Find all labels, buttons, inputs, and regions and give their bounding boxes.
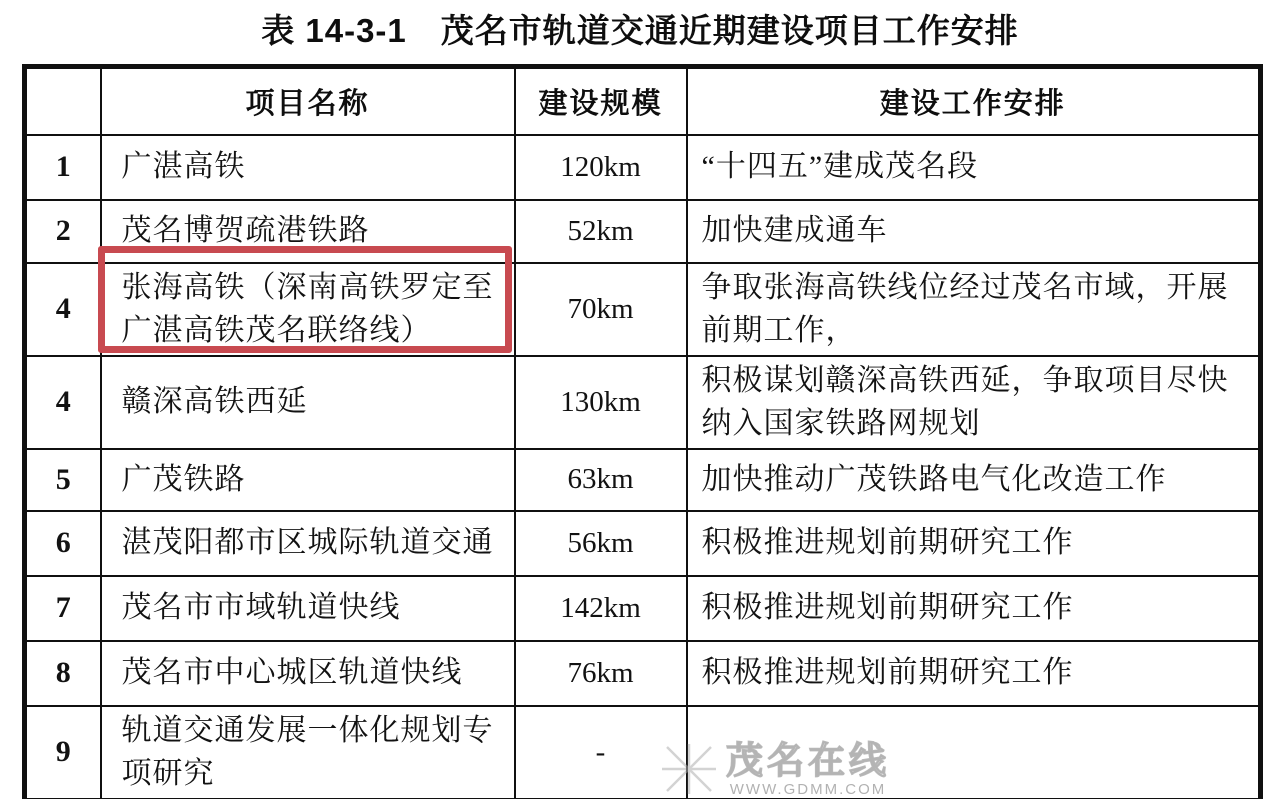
row-project-name: 茂名市市域轨道快线 — [101, 576, 515, 641]
row-scale: 120km — [515, 135, 687, 200]
row-work: 积极推进规划前期研究工作 — [687, 511, 1261, 576]
row-work: 积极推进规划前期研究工作 — [687, 576, 1261, 641]
row-scale: - — [515, 706, 687, 799]
row-scale: 52km — [515, 200, 687, 263]
row-no: 1 — [25, 135, 101, 200]
row-project-name: 广茂铁路 — [101, 449, 515, 511]
table-row — [25, 641, 1261, 706]
table-row — [25, 449, 1261, 511]
table-row — [25, 576, 1261, 641]
row-scale: 56km — [515, 511, 687, 576]
row-scale: 142km — [515, 576, 687, 641]
row-work: 加快推动广茂铁路电气化改造工作 — [687, 449, 1261, 511]
table-header-row — [25, 67, 1261, 135]
header-project-name: 项目名称 — [101, 67, 515, 135]
row-project-name: 张海高铁（深南高铁罗定至广湛高铁茂名联络线） — [101, 263, 515, 356]
header-scale: 建设规模 — [515, 67, 687, 135]
row-no: 9 — [25, 706, 101, 799]
row-no: 6 — [25, 511, 101, 576]
row-work: 积极谋划赣深高铁西延，争取项目尽快纳入国家铁路网规划 — [687, 356, 1261, 449]
row-work: 争取张海高铁线位经过茂名市域，开展前期工作， — [687, 263, 1261, 356]
row-project-name: 广湛高铁 — [101, 135, 515, 200]
row-scale: 76km — [515, 641, 687, 706]
table-row — [25, 511, 1261, 576]
row-scale: 63km — [515, 449, 687, 511]
header-work: 建设工作安排 — [687, 67, 1261, 135]
table-row — [25, 356, 1261, 449]
row-no: 5 — [25, 449, 101, 511]
table-row — [25, 135, 1261, 200]
projects-table — [22, 64, 1263, 799]
row-work: 加快建成通车 — [687, 200, 1261, 263]
table-row — [25, 200, 1261, 263]
watermark-site-name: 茂名在线 — [726, 740, 890, 781]
row-work: “十四五”建成茂名段 — [687, 135, 1261, 200]
row-project-name: 轨道交通发展一体化规划专项研究 — [101, 706, 515, 799]
row-no: 8 — [25, 641, 101, 706]
row-project-name: 茂名博贺疏港铁路 — [101, 200, 515, 263]
row-scale: 70km — [515, 263, 687, 356]
row-work — [687, 706, 1261, 799]
watermark-site-url: WWW.GDMM.COM — [729, 781, 887, 798]
row-project-name: 湛茂阳都市区城际轨道交通 — [101, 511, 515, 576]
row-project-name: 赣深高铁西延 — [101, 356, 515, 449]
row-no: 4 — [25, 263, 101, 356]
page-title: 表 14-3-1 茂名市轨道交通近期建设项目工作安排 — [261, 12, 1019, 49]
table-row — [25, 706, 1261, 799]
row-project-name: 茂名市中心城区轨道快线 — [101, 641, 515, 706]
row-no: 4 — [25, 356, 101, 449]
header-index — [25, 67, 101, 135]
row-no: 7 — [25, 576, 101, 641]
table-row-highlighted — [25, 263, 1261, 356]
row-work: 积极推进规划前期研究工作 — [687, 641, 1261, 706]
row-scale: 130km — [515, 356, 687, 449]
row-no: 2 — [25, 200, 101, 263]
